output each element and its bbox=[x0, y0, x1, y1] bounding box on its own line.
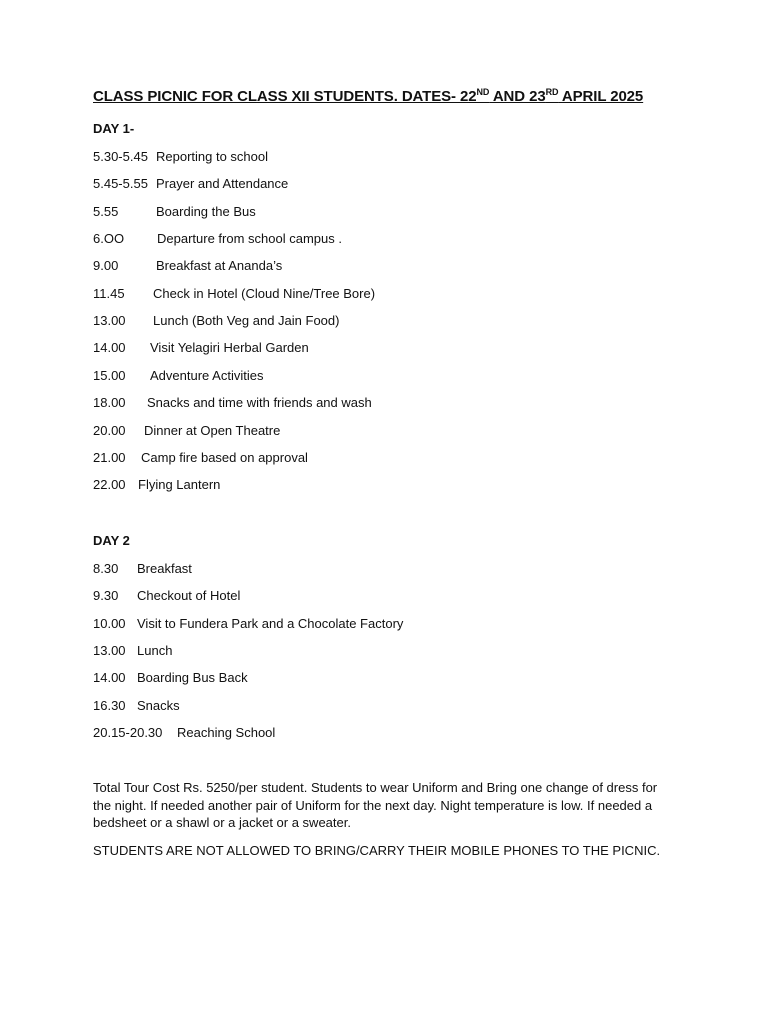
schedule-row bbox=[93, 698, 180, 714]
schedule-activity: Visit Yelagiri Herbal Garden bbox=[150, 340, 309, 355]
schedule-time: 10.00 bbox=[93, 616, 126, 631]
title-text: CLASS PICNIC FOR CLASS XII STUDENTS. DATES- 22 bbox=[93, 88, 477, 105]
schedule-row bbox=[93, 670, 248, 686]
schedule-activity: Dinner at Open Theatre bbox=[144, 423, 281, 438]
schedule-row bbox=[93, 725, 276, 741]
schedule-time: 14.00 bbox=[93, 340, 126, 355]
schedule-row bbox=[93, 395, 372, 411]
schedule-activity: Boarding the Bus bbox=[156, 204, 256, 219]
schedule-row bbox=[93, 450, 308, 466]
schedule-activity: Reporting to school bbox=[156, 149, 269, 164]
schedule-activity: Adventure Activities bbox=[150, 368, 264, 383]
schedule-row bbox=[93, 643, 173, 659]
schedule-row bbox=[93, 231, 342, 247]
schedule-activity: Lunch (Both Veg and Jain Food) bbox=[153, 313, 340, 328]
schedule-time: 15.00 bbox=[93, 368, 126, 383]
schedule-activity: Lunch bbox=[137, 643, 173, 658]
schedule-activity: Camp fire based on approval bbox=[141, 450, 308, 465]
schedule-activity: Snacks bbox=[137, 698, 180, 713]
schedule-activity: Boarding Bus Back bbox=[137, 670, 248, 685]
schedule-row bbox=[93, 368, 264, 384]
schedule-activity: Flying Lantern bbox=[138, 477, 221, 492]
title-superscript: RD bbox=[545, 87, 559, 97]
schedule-time: 6.OO bbox=[93, 231, 125, 246]
mobile-phone-notice: STUDENTS ARE NOT ALLOWED TO BRING/CARRY THEIR MOBILE PHONES TO THE PICNIC. bbox=[93, 843, 661, 858]
schedule-time: 14.00 bbox=[93, 670, 126, 685]
schedule-time: 13.00 bbox=[93, 313, 126, 328]
title-text: AND 23 bbox=[489, 88, 546, 105]
schedule-time: 11.45 bbox=[93, 286, 125, 301]
schedule-time: 9.30 bbox=[93, 588, 119, 603]
schedule-activity: Breakfast at Ananda’s bbox=[156, 258, 283, 273]
schedule-time: 8.30 bbox=[93, 561, 119, 576]
schedule-row bbox=[93, 616, 404, 632]
schedule-row bbox=[93, 286, 376, 302]
schedule-row bbox=[93, 176, 289, 192]
schedule-activity: Prayer and Attendance bbox=[156, 176, 289, 191]
day2-heading: DAY 2 bbox=[93, 533, 130, 548]
schedule-activity: Reaching School bbox=[177, 725, 276, 740]
schedule-time: 18.00 bbox=[93, 395, 126, 410]
schedule-time: 22.00 bbox=[93, 477, 126, 492]
schedule-activity: Breakfast bbox=[137, 561, 192, 576]
schedule-row bbox=[93, 477, 221, 493]
schedule-row bbox=[93, 340, 309, 356]
day1-heading: DAY 1- bbox=[93, 121, 135, 136]
schedule-activity: Visit to Fundera Park and a Chocolate Factory bbox=[137, 616, 404, 631]
schedule-time: 13.00 bbox=[93, 643, 126, 658]
schedule-activity: Departure from school campus . bbox=[157, 231, 342, 246]
schedule-row bbox=[93, 313, 340, 329]
schedule-time: 21.00 bbox=[93, 450, 126, 465]
schedule-time: 5.30-5.45 bbox=[93, 149, 148, 164]
schedule-row bbox=[93, 588, 241, 604]
title-superscript: ND bbox=[476, 87, 490, 97]
schedule-time: 9.00 bbox=[93, 258, 119, 273]
schedule-row bbox=[93, 423, 281, 439]
schedule-time: 16.30 bbox=[93, 698, 126, 713]
title-text: APRIL 2025 bbox=[558, 88, 644, 105]
tour-cost-note: Total Tour Cost Rs. 5250/per student. Students to wear Uniform and Bring one change of dress for the night. If needed another pair of Uniform for the next day. Night temperature is low. If needed a bedsheet or a shawl or a jacket or a sweater. bbox=[93, 780, 658, 830]
schedule-time: 5.45-5.55 bbox=[93, 176, 148, 191]
schedule-activity: Snacks and time with friends and wash bbox=[147, 395, 372, 410]
schedule-row bbox=[93, 204, 256, 220]
schedule-activity: Checkout of Hotel bbox=[137, 588, 241, 603]
schedule-row bbox=[93, 258, 283, 274]
schedule-row bbox=[93, 149, 269, 165]
schedule-time: 20.15-20.30 bbox=[93, 725, 163, 740]
page-title bbox=[93, 88, 643, 105]
schedule-row bbox=[93, 561, 192, 577]
schedule-time: 20.00 bbox=[93, 423, 126, 438]
schedule-time: 5.55 bbox=[93, 204, 119, 219]
schedule-activity: Check in Hotel (Cloud Nine/Tree Bore) bbox=[153, 286, 376, 301]
